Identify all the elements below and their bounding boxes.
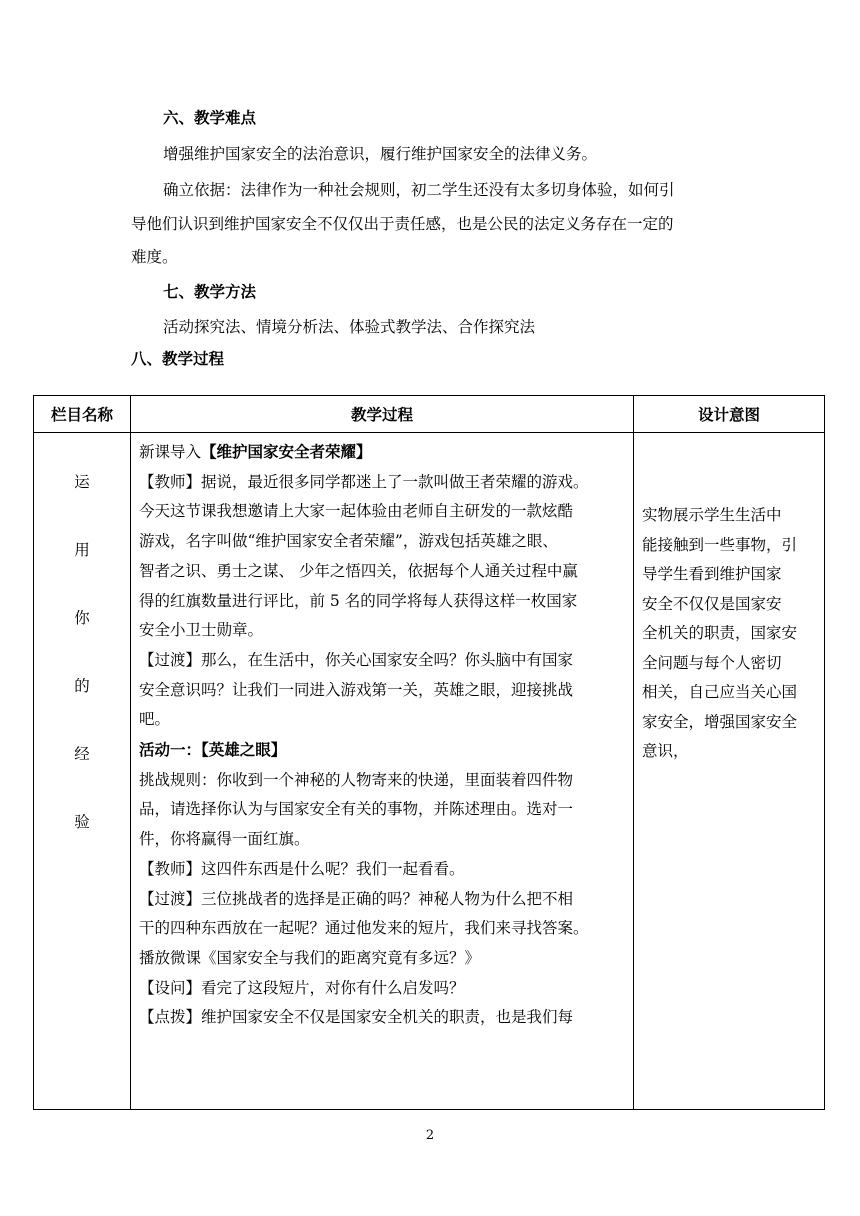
process-line-text: 【点拨】维护国家安全不仅是国家安全机关的职责，也是我们每 bbox=[139, 1008, 574, 1027]
process-line-bold-text: 【维护国家安全者荣耀】 bbox=[201, 442, 372, 461]
process-line-text: 干的四种东西放在一起呢？通过他发来的短片，我们来寻找答案。 bbox=[139, 919, 589, 938]
process-line-text: 【教师】据说，最近很多同学都迷上了一款叫做王者荣耀的游戏。 bbox=[139, 472, 589, 491]
section7-heading: 七、教学方法 bbox=[163, 282, 257, 301]
process-line-text: 安全小卫士勋章。 bbox=[139, 621, 264, 640]
column-name-cell bbox=[34, 433, 131, 1110]
table-row bbox=[34, 433, 825, 1110]
process-line bbox=[139, 885, 625, 915]
column-name-char: 你 bbox=[74, 609, 90, 627]
process-line bbox=[139, 527, 625, 557]
section6-heading: 六、教学难点 bbox=[163, 108, 257, 127]
process-line bbox=[139, 497, 625, 527]
intent-line: 能接触到一些事物，引 bbox=[642, 535, 798, 554]
process-line bbox=[139, 795, 625, 825]
process-line bbox=[139, 825, 625, 855]
section7-content: 活动探究法、情境分析法、体验式教学法、合作探究法 bbox=[163, 318, 536, 336]
intent-line: 家安全，增强国家安全 bbox=[642, 712, 798, 731]
process-line bbox=[139, 587, 625, 617]
process-line-text: 得的红旗数量进行评比，前 5 名的同学将每人获得这样一枚国家 bbox=[139, 591, 578, 610]
column-name-char: 经 bbox=[74, 745, 90, 763]
process-line bbox=[139, 855, 625, 885]
table-header-row bbox=[34, 396, 825, 433]
process-line-text: 【过渡】那么，在生活中，你关心国家安全吗？你头脑中有国家 bbox=[139, 650, 574, 669]
process-text bbox=[131, 433, 633, 1033]
intent-line: 意识， bbox=[642, 742, 689, 760]
process-line-text: 挑战规则：你收到一个神秘的人物寄来的快递，里面装着四件物 bbox=[139, 770, 574, 789]
page-number: 2 bbox=[425, 1128, 435, 1143]
process-line bbox=[139, 676, 625, 706]
process-line bbox=[139, 646, 625, 676]
intent-cell bbox=[634, 433, 825, 1110]
intent-line: 实物展示学生生活中 bbox=[642, 506, 782, 524]
process-line-text: 播放微课《国家安全与我们的距离究竟有多远？》 bbox=[139, 948, 481, 967]
column-name-char: 用 bbox=[74, 541, 90, 559]
section6-content: 增强维护国家安全的法治意识，履行维护国家安全的法律义务。 bbox=[163, 145, 598, 163]
intent-line: 全机关的职责，国家安 bbox=[642, 624, 798, 642]
process-line-text: 【教师】这四件东西是什么呢？我们一起看看。 bbox=[139, 859, 465, 878]
column-name-vertical bbox=[34, 433, 130, 879]
process-line-text: 【过渡】三位挑战者的选择是正确的吗？神秘人物为什么把不相 bbox=[139, 889, 574, 908]
header-design-intent: 设计意图 bbox=[634, 396, 825, 433]
process-line bbox=[139, 557, 625, 587]
process-line-bold-text: 活动一：【英雄之眼】 bbox=[139, 740, 287, 760]
process-line-text: 品，请选择你认为与国家安全有关的事物，并陈述理由。选对一 bbox=[139, 800, 574, 819]
teaching-process-table bbox=[33, 395, 825, 1110]
header-teaching-process: 教学过程 bbox=[131, 396, 634, 433]
process-line-text: 今天这节课我想邀请上大家一起体验由老师自主研发的一款炫酷 bbox=[139, 502, 574, 521]
process-line bbox=[139, 616, 625, 646]
process-line bbox=[139, 766, 625, 796]
intent-line: 安全不仅仅是国家安 bbox=[642, 594, 782, 613]
section6-basis-line-2: 导他们认识到维护国家安全不仅仅出于责任感，也是公民的法定义务存在一定的 bbox=[131, 215, 674, 233]
intent-line: 相关，自己应当关心国 bbox=[642, 683, 798, 701]
process-line bbox=[139, 944, 625, 974]
process-line-text: 游戏，名字叫做“维护国家安全者荣耀”，游戏包括英雄之眼、 bbox=[139, 532, 558, 551]
intent-text bbox=[634, 433, 824, 767]
process-line-text: 安全意识吗？让我们一同进入游戏第一关，英雄之眼，迎接挑战 bbox=[139, 680, 574, 699]
process-line bbox=[139, 468, 625, 498]
process-line bbox=[139, 705, 625, 735]
process-line-text: 件，你将赢得一面红旗。 bbox=[139, 830, 310, 849]
process-line bbox=[139, 914, 625, 944]
header-column-name: 栏目名称 bbox=[34, 396, 131, 433]
process-line bbox=[139, 735, 625, 766]
column-name-char: 运 bbox=[74, 473, 90, 491]
section6-basis-line-1: 确立依据：法律作为一种社会规则，初二学生还没有太多切身体验，如何引 bbox=[163, 181, 675, 199]
process-line-text: 吧。 bbox=[139, 710, 171, 729]
process-line bbox=[139, 437, 625, 468]
intent-line: 全问题与每个人密切 bbox=[642, 653, 782, 672]
section8-heading: 八、教学过程 bbox=[131, 349, 225, 368]
process-line-text: 智者之识、勇士之谋、 少年之悟四关，依据每个人通关过程中赢 bbox=[139, 561, 578, 580]
column-name-char: 验 bbox=[74, 813, 90, 831]
process-cell bbox=[131, 433, 634, 1110]
process-line bbox=[139, 974, 625, 1004]
process-line-text: 新课导入 bbox=[139, 443, 202, 461]
section6-basis-line-3: 难度。 bbox=[131, 248, 178, 266]
column-name-char: 的 bbox=[74, 677, 90, 695]
intent-line: 导学生看到维护国家 bbox=[642, 565, 782, 583]
process-line-text: 【设问】看完了这段短片，对你有什么启发吗？ bbox=[139, 978, 465, 997]
process-line bbox=[139, 1003, 625, 1033]
